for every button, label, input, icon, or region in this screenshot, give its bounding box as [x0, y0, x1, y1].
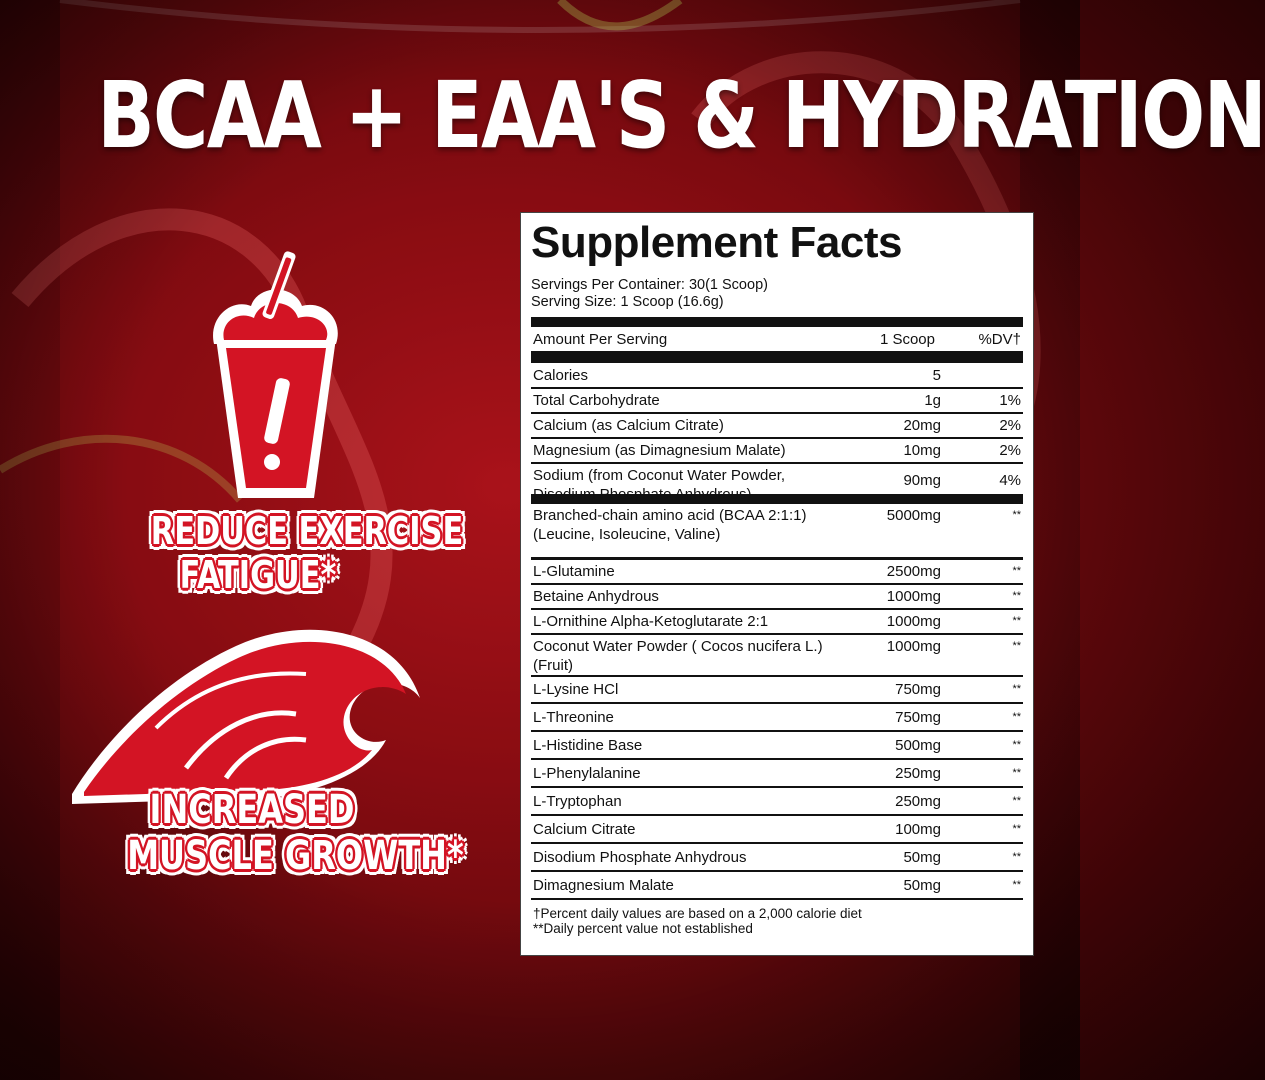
row-amount: 1000mg	[886, 638, 941, 655]
table-row	[531, 677, 1023, 704]
row-name: Dimagnesium Malate	[533, 876, 674, 894]
table-row	[531, 610, 1023, 635]
table-row	[531, 704, 1023, 732]
row-amount: 20mg	[903, 417, 941, 434]
servings-per-container: Servings Per Container: 30(1 Scoop)	[531, 277, 768, 293]
divider-medium	[531, 351, 1023, 363]
row-name: L-Phenylalanine	[533, 764, 641, 782]
row-amount: 1000mg	[886, 613, 941, 630]
table-row	[531, 844, 1023, 872]
row-dv: **	[1012, 615, 1021, 627]
growth-caption-line2: MUSCLE GROWTH*	[127, 833, 464, 879]
row-name: Total Carbohydrate	[533, 392, 660, 409]
row-amount: 1000mg	[886, 588, 941, 605]
row-dv: **	[1012, 710, 1021, 723]
row-dv: **	[1012, 565, 1021, 577]
row-dv: **	[1012, 850, 1021, 863]
row-dv: 1%	[999, 392, 1021, 409]
table-row	[531, 760, 1023, 788]
table-row	[531, 816, 1023, 844]
table-row	[531, 560, 1023, 585]
row-dv: **	[1012, 640, 1021, 652]
row-name: L-Threonine	[533, 708, 614, 726]
row-name: L-Lysine HCl	[533, 681, 619, 698]
facts-header-row	[531, 327, 1023, 351]
row-dv: **	[1012, 509, 1021, 521]
milkshake-icon	[196, 248, 356, 510]
table-row	[531, 635, 1023, 677]
footnote-not-established: **Daily percent value not established	[533, 921, 753, 936]
supplement-facts-panel	[520, 212, 1034, 956]
table-row	[531, 363, 1023, 389]
row-dv: **	[1012, 738, 1021, 751]
row-amount: 2500mg	[886, 563, 941, 580]
table-row	[531, 732, 1023, 760]
row-name: Calcium Citrate	[533, 820, 636, 838]
table-row	[531, 414, 1023, 439]
row-name: L-Glutamine	[533, 563, 615, 580]
header-scoop: 1 Scoop	[879, 331, 935, 348]
row-amount: 90mg	[903, 471, 941, 489]
row-amount: 5000mg	[886, 507, 941, 524]
row-amount: 250mg	[895, 764, 941, 782]
footnote-dv: †Percent daily values are based on a 2,000 calorie diet	[533, 906, 862, 921]
growth-caption-line1: INCREASED	[149, 787, 355, 833]
row-name: L-Tryptophan	[533, 792, 622, 810]
table-row	[531, 464, 1023, 504]
row-amount: 5	[932, 366, 941, 384]
row-name: Sodium (from Coconut Water Powder, Disodium Phosphate Anhydrous)	[533, 467, 786, 503]
headline: BCAA + EAA'S & HYDRATION	[97, 62, 1265, 169]
row-dv: **	[1012, 794, 1021, 807]
row-dv: **	[1012, 878, 1021, 891]
table-row	[531, 439, 1023, 464]
row-dv: 2%	[999, 442, 1021, 459]
row-dv: **	[1012, 590, 1021, 602]
row-amount: 100mg	[895, 820, 941, 838]
row-dv: 2%	[999, 417, 1021, 434]
footnotes	[531, 900, 1023, 936]
fatigue-caption-line1: REDUCE EXERCISE	[150, 509, 464, 553]
row-name: Branched-chain amino acid (BCAA 2:1:1)(Leucine, Isoleucine, Valine)	[533, 507, 807, 543]
row-name: Disodium Phosphate Anhydrous	[533, 848, 747, 866]
facts-rows	[531, 363, 1023, 900]
row-name: L-Histidine Base	[533, 736, 643, 754]
row-amount: 50mg	[903, 876, 941, 894]
row-amount: 750mg	[895, 681, 941, 698]
row-amount: 750mg	[895, 708, 941, 726]
row-name: L-Ornithine Alpha-Ketoglutarate 2:1	[533, 613, 769, 630]
divider-thick	[531, 317, 1023, 327]
table-row	[531, 585, 1023, 610]
table-row	[531, 788, 1023, 816]
row-dv: **	[1012, 822, 1021, 835]
fatigue-caption-line2: FATIGUE*	[179, 553, 337, 597]
row-name: Magnesium (as Dimagnesium Malate)	[533, 442, 786, 459]
fatigue-badge	[196, 248, 356, 510]
row-amount: 250mg	[895, 792, 941, 810]
row-amount: 50mg	[903, 848, 941, 866]
table-row	[531, 504, 1023, 560]
row-dv: **	[1012, 766, 1021, 779]
row-name: Coconut Water Powder ( Cocos nucifera L.) (Fruit)	[533, 638, 823, 674]
row-amount: 10mg	[903, 442, 941, 459]
header-amount-per-serving: Amount Per Serving	[533, 331, 668, 348]
serving-size: Serving Size: 1 Scoop (16.6g)	[531, 294, 724, 310]
row-name: Calories	[533, 366, 589, 384]
table-row	[531, 872, 1023, 900]
fatigue-caption	[124, 509, 464, 597]
row-name: Betaine Anhydrous	[533, 588, 659, 605]
row-dv: 4%	[999, 471, 1021, 489]
header-dv: %DV†	[978, 331, 1021, 348]
row-dv: **	[1012, 683, 1021, 695]
row-amount: 500mg	[895, 736, 941, 754]
row-amount: 1g	[924, 392, 941, 409]
row-name: Calcium (as Calcium Citrate)	[533, 417, 724, 434]
growth-caption	[96, 787, 464, 879]
table-row	[531, 389, 1023, 414]
supplement-facts-title: Supplement Facts	[531, 218, 902, 267]
